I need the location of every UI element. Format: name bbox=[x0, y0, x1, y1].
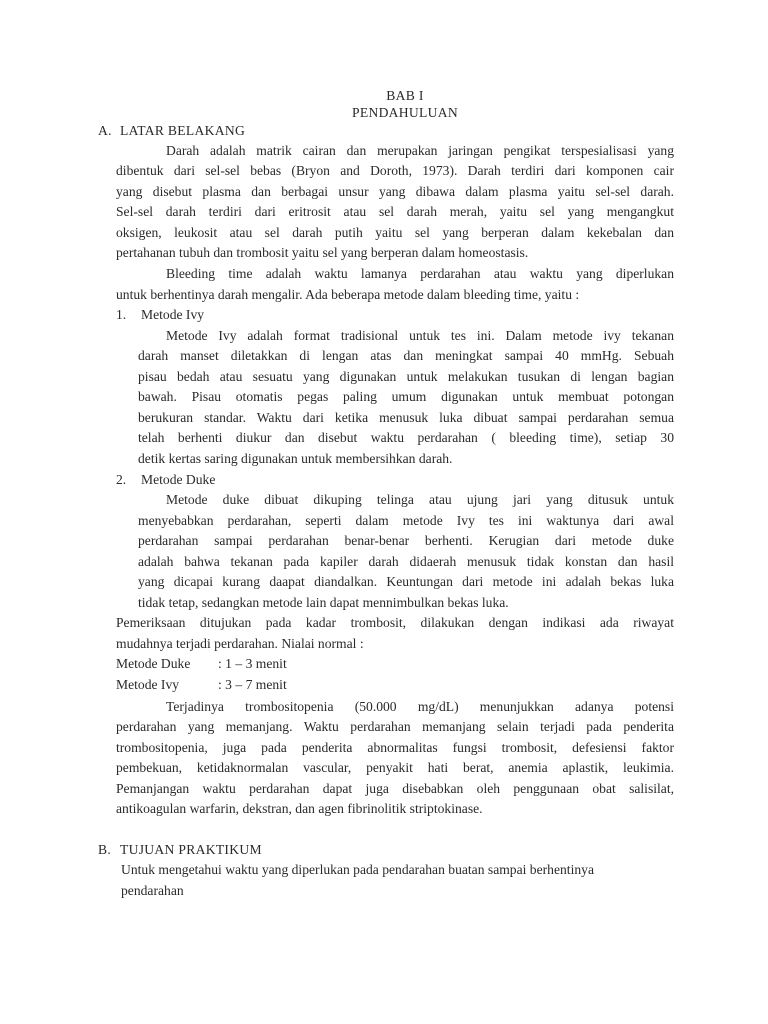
paragraph-line: mudahnya terjadi perdarahan. Nialai normal : bbox=[116, 636, 364, 651]
section-b-marker: B. bbox=[98, 842, 112, 857]
paragraph-line: telah berhenti diukur dan disebut waktu perdarahan ( bleeding time), setiap 30 bbox=[138, 430, 674, 445]
method-1-marker: 1. bbox=[116, 307, 127, 322]
method-1-heading: Metode Ivy bbox=[141, 307, 205, 322]
section-a-marker: A. bbox=[98, 123, 112, 138]
paragraph-line: trombositopenia, juga pada penderita abnormalitas fungsi trombosit, defesiensi faktor bbox=[116, 740, 674, 755]
paragraph-line: bawah. Pisau otomatis pegas paling umum digunakan untuk membuat potongan bbox=[138, 389, 674, 404]
paragraph-line: oksigen, leukosit atau sel darah putih yaitu sel yang berperan dalam kekebalan dan bbox=[116, 225, 674, 240]
method-2-heading: Metode Duke bbox=[141, 472, 216, 487]
paragraph-line: tidak tetap, sedangkan metode lain dapat mennimbulkan bekas luka. bbox=[138, 595, 509, 610]
normal-value-label: Metode Duke bbox=[116, 656, 191, 671]
paragraph-line: menyebabkan perdarahan, seperti dalam metode Ivy tes ini waktunya dari awal bbox=[138, 513, 674, 528]
paragraph-line: Pemeriksaan ditujukan pada kadar trombosit, dilakukan dengan indikasi ada riwayat bbox=[116, 615, 674, 630]
paragraph-line: detik kertas saring digunakan untuk membersihkan darah. bbox=[138, 451, 453, 466]
paragraph-line: Metode duke dibuat dikuping telinga atau ujung jari yang ditusuk untuk bbox=[166, 492, 674, 507]
paragraph-line: antikoagulan warfarin, dekstran, dan agen fibrinolitik striptokinase. bbox=[116, 801, 483, 816]
paragraph-line: berukuran standar. Waktu dari ketika menusuk luka dibuat sampai perdarahan semua bbox=[138, 410, 674, 425]
chapter-number: BAB I bbox=[386, 88, 424, 103]
paragraph-line: perdarahan yang memanjang. Waktu perdarahan memanjang selain terjadi pada penderita bbox=[116, 719, 674, 734]
paragraph-line: untuk berhentinya darah mengalir. Ada beberapa metode dalam bleeding time, yaitu : bbox=[116, 287, 580, 302]
paragraph-line: Untuk mengetahui waktu yang diperlukan pada pendarahan buatan sampai berhentinya bbox=[121, 862, 594, 877]
paragraph-line: perdarahan sampai perdarahan benar-benar berhenti. Kerugian dari metode duke bbox=[138, 533, 674, 548]
paragraph-line: yang disebut plasma dan berbagai unsur yang dibawa dalam plasma yaitu sel-sel darah. bbox=[116, 184, 674, 199]
method-2-marker: 2. bbox=[116, 472, 127, 487]
paragraph-line: pendarahan bbox=[121, 883, 184, 898]
paragraph-line: Bleeding time adalah waktu lamanya perdarahan atau waktu yang diperlukan bbox=[166, 266, 674, 281]
paragraph-line: Pemanjangan waktu perdarahan dapat juga disebabkan oleh penggunaan obat salisilat, bbox=[116, 781, 674, 796]
paragraph-line: yang dicapai kurang daapat diandalkan. Keuntungan dari metode ini adalah bekas luka bbox=[138, 574, 674, 589]
paragraph-line: pembekuan, ketidaknormalan vascular, penyakit hati berat, anemia aplastik, leukimia. bbox=[116, 760, 674, 775]
chapter-title: PENDAHULUAN bbox=[351, 105, 458, 120]
paragraph-line: Sel-sel darah terdiri dari eritrosit atau sel darah merah, yaitu sel yang mengangkut bbox=[116, 204, 674, 219]
normal-value-label: Metode Ivy bbox=[116, 677, 180, 692]
paragraph-line: pisau bedah atau sesuatu yang digunakan untuk melakukan tusukan di lengan bagian bbox=[138, 369, 674, 384]
normal-value: : 3 – 7 menit bbox=[218, 677, 287, 692]
normal-value: : 1 – 3 menit bbox=[218, 656, 287, 671]
paragraph-line: darah manset diletakkan di lengan atas dan meningkat sampai 40 mmHg. Sebuah bbox=[138, 348, 674, 363]
paragraph-line: Terjadinya trombositopenia (50.000 mg/dL) menunjukkan adanya potensi bbox=[166, 699, 674, 714]
paragraph-line: Darah adalah matrik cairan dan merupakan jaringan pengikat terspesialisasi yang bbox=[166, 143, 674, 158]
paragraph-line: Metode Ivy adalah format tradisional untuk tes ini. Dalam metode ivy tekanan bbox=[166, 328, 674, 343]
paragraph-line: dibentuk dari sel-sel bebas (Bryon and Doroth, 1973). Darah terdiri dari komponen cair bbox=[116, 163, 674, 178]
paragraph-line: pertahanan tubuh dan trombosit yaitu sel yang berperan dalam homeostasis. bbox=[116, 245, 529, 260]
section-b-heading: TUJUAN PRAKTIKUM bbox=[120, 842, 262, 857]
section-a-heading: LATAR BELAKANG bbox=[120, 123, 246, 138]
paragraph-line: adalah bahwa tekanan pada kapiler darah didaerah menusuk tidak konstan dan hasil bbox=[138, 554, 674, 569]
